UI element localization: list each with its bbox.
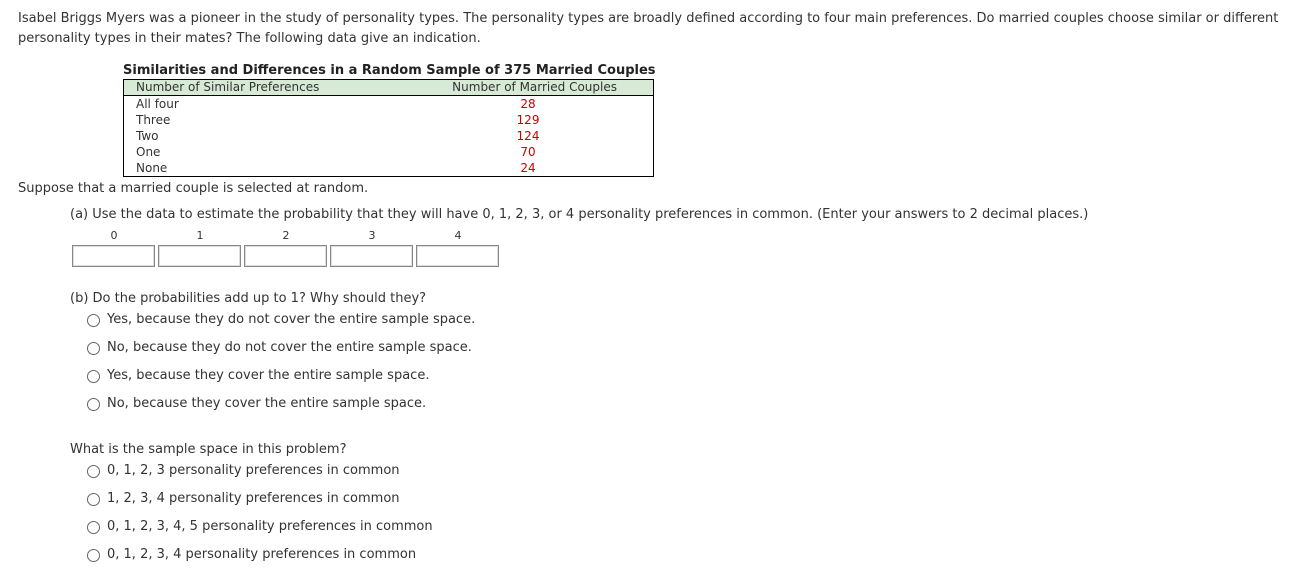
- table-row: [124, 144, 654, 160]
- option-label: Yes, because they cover the entire sample space.: [107, 368, 430, 383]
- radio-button[interactable]: [87, 465, 100, 478]
- option-label: Yes, because they do not cover the entire sample space.: [107, 312, 476, 327]
- answer-input-1[interactable]: [158, 245, 241, 267]
- part-b-option-1[interactable]: [87, 311, 475, 329]
- radio-button[interactable]: [87, 521, 100, 534]
- row-label: One: [136, 145, 161, 159]
- row-value: 28: [520, 97, 536, 111]
- radio-button[interactable]: [87, 493, 100, 506]
- option-label: 1, 2, 3, 4 personality preferences in common: [107, 491, 400, 506]
- answer-input-2[interactable]: [244, 245, 327, 267]
- answer-column-label-2: 2: [282, 229, 290, 242]
- data-table: [123, 79, 654, 177]
- radio-button[interactable]: [87, 398, 100, 411]
- table-row: [124, 96, 654, 113]
- intro-text: Isabel Briggs Myers was a pioneer in the study of personality types. The personality types are broadly defined according to four main preferences. Do married couples choose similar or different personality types in their mates? The following data give an indication.: [18, 11, 1279, 46]
- row-label: All four: [136, 97, 179, 111]
- row-value: 124: [516, 129, 540, 143]
- sample-space-option-1[interactable]: [87, 462, 400, 480]
- option-label: 0, 1, 2, 3 personality preferences in common: [107, 463, 400, 478]
- radio-button[interactable]: [87, 314, 100, 327]
- answer-input-3[interactable]: [330, 245, 413, 267]
- radio-button[interactable]: [87, 342, 100, 355]
- part-b-option-4[interactable]: [87, 395, 426, 413]
- table-header-row: [124, 80, 654, 96]
- answer-input-4[interactable]: [416, 245, 499, 267]
- row-label: Two: [136, 129, 159, 143]
- sample-space-option-4[interactable]: [87, 546, 416, 564]
- radio-button[interactable]: [87, 370, 100, 383]
- column-header-couples: Number of Married Couples: [403, 80, 654, 96]
- answer-column-label-4: 4: [454, 229, 462, 242]
- table-title: Similarities and Differences in a Random Sample of 375 Married Couples: [123, 63, 656, 78]
- part-b-question: (b) Do the probabilities add up to 1? Why should they?: [70, 291, 427, 306]
- option-label: 0, 1, 2, 3, 4 personality preferences in common: [107, 547, 417, 562]
- data-table-section: [123, 62, 654, 177]
- sample-space-option-3[interactable]: [87, 518, 433, 536]
- option-label: 0, 1, 2, 3, 4, 5 personality preferences in common: [107, 519, 433, 534]
- answer-column-label-3: 3: [368, 229, 376, 242]
- part-a-question: (a) Use the data to estimate the probability that they will have 0, 1, 2, 3, or 4 personality preferences in common. (Enter your answers to 2 decimal places.): [70, 207, 1089, 222]
- option-label: No, because they cover the entire sample space.: [107, 396, 427, 411]
- row-label: Three: [136, 113, 171, 127]
- part-b-option-2[interactable]: [87, 339, 472, 357]
- row-label: None: [136, 161, 168, 175]
- column-header-preferences: Number of Similar Preferences: [124, 80, 404, 96]
- table-row: [124, 128, 654, 144]
- suppose-text: Suppose that a married couple is selected at random.: [18, 181, 369, 196]
- radio-button[interactable]: [87, 549, 100, 562]
- answer-column-label-1: 1: [196, 229, 204, 242]
- part-b-option-3[interactable]: [87, 367, 429, 385]
- table-row: [124, 112, 654, 128]
- table-row: [124, 160, 654, 177]
- answer-column-label-0: 0: [110, 229, 118, 242]
- option-label: No, because they do not cover the entire sample space.: [107, 340, 472, 355]
- sample-space-question: What is the sample space in this problem?: [70, 442, 347, 457]
- row-value: 24: [520, 161, 536, 175]
- answer-input-0[interactable]: [72, 245, 155, 267]
- sample-space-option-2[interactable]: [87, 490, 400, 508]
- row-value: 129: [516, 113, 540, 127]
- row-value: 70: [520, 145, 536, 159]
